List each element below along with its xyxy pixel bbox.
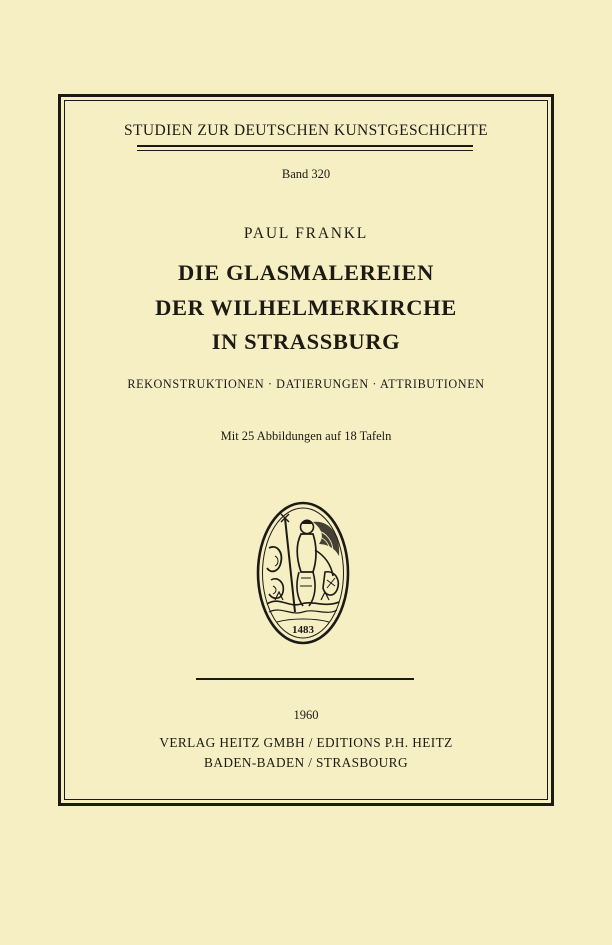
book-title-line-2: DER WILHELMERKIRCHE <box>155 295 457 320</box>
publisher-name: VERLAG HEITZ GMBH / EDITIONS P.H. HEITZ <box>159 735 453 750</box>
volume-number: Band 320 <box>281 167 331 181</box>
bottom-divider-rule <box>196 678 414 680</box>
series-rule-thick <box>137 145 473 147</box>
book-subtitle: REKONSTRUKTIONEN · DATIERUNGEN · ATTRIBUTIONEN <box>127 377 485 391</box>
publication-year: 1960 <box>293 708 319 722</box>
publication-place: BADEN-BADEN / STRASBOURG <box>204 755 408 770</box>
printers-mark-date: 1483 <box>292 624 314 636</box>
inner-border-frame <box>64 100 548 800</box>
printers-mark-emblem-icon <box>255 500 351 646</box>
illustrations-note: Mit 25 Abbildungen auf 18 Tafeln <box>220 429 392 443</box>
author-name: PAUL FRANKL <box>243 225 369 242</box>
series-title: STUDIEN ZUR DEUTSCHEN KUNSTGESCHICHTE <box>124 122 488 139</box>
book-title-line-1: DIE GLASMALEREIEN <box>178 260 434 285</box>
book-title-line-3: IN STRASSBURG <box>211 329 401 354</box>
series-rule-thin <box>137 150 473 151</box>
